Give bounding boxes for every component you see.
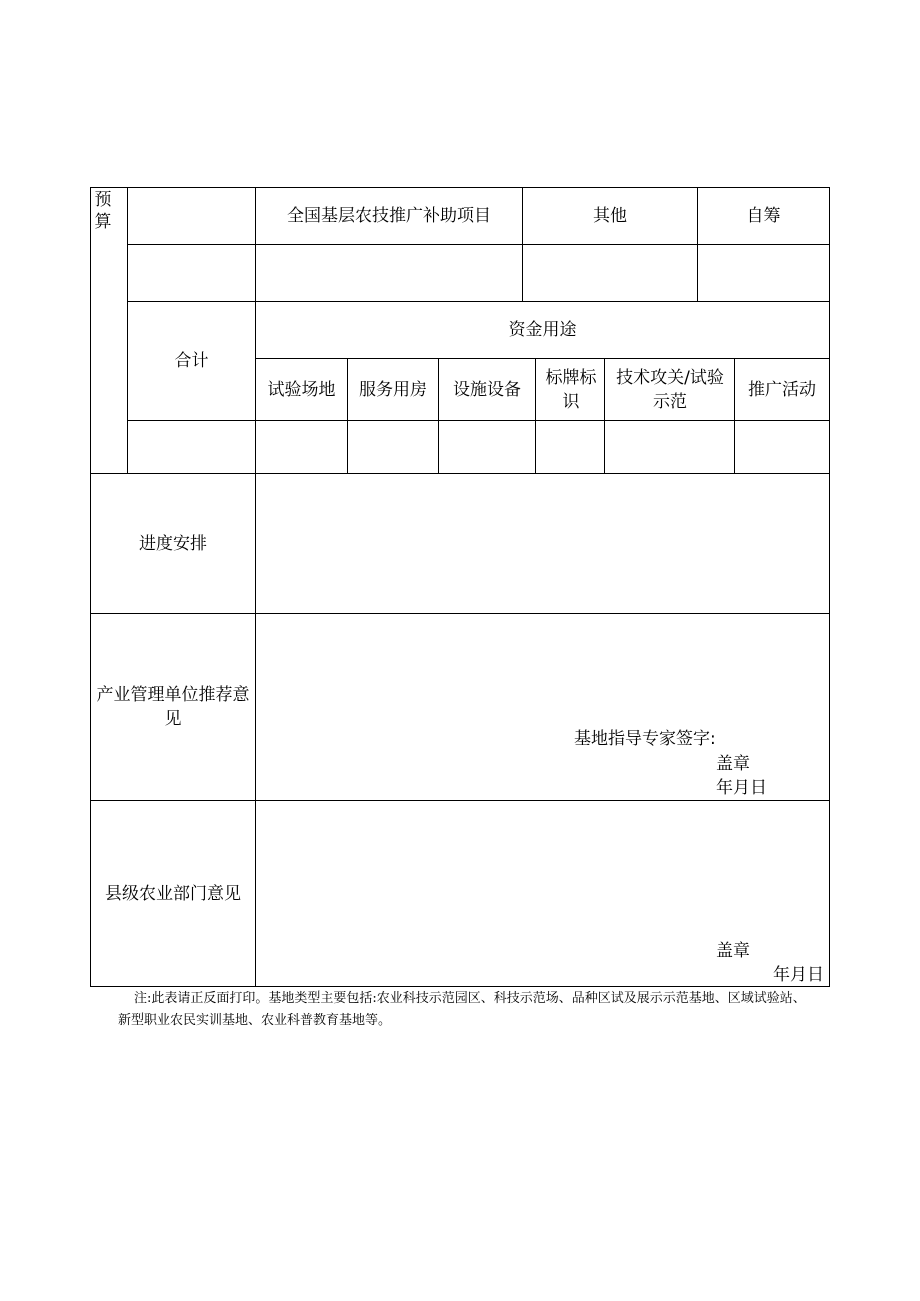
footnote: 注:此表请正反面打印。基地类型主要包括:农业科技示范园区、科技示范场、品种区试及展示示范基地、区域试验站、新型职业农民实训基地、农业科普教育基地等。 (118, 991, 806, 1028)
service-room-amount-input[interactable] (348, 421, 438, 473)
county-seal-label: 盖章 (716, 941, 750, 961)
budget-label: 预算 (94, 190, 112, 232)
funding-source-other: 其他 (593, 206, 627, 226)
application-form-table (90, 187, 830, 987)
county-date-label: 年月日 (773, 965, 824, 985)
fund-use-tech-demo: 技术攻关/试验示范 (616, 367, 724, 412)
county-opinion-label: 县级农业部门意见 (105, 883, 241, 904)
total-label: 合计 (174, 351, 209, 371)
expert-sign-label: 基地指导专家签字: (574, 729, 716, 749)
industry-opinion-label: 产业管理单位推荐意见 (96, 685, 250, 729)
fund-use-equipment: 设施设备 (453, 379, 521, 400)
funding-national-amount-input[interactable] (256, 245, 522, 301)
schedule-label: 进度安排 (139, 533, 207, 554)
promotion-amount-input[interactable] (735, 421, 829, 473)
funding-other-amount-input[interactable] (523, 245, 697, 301)
schedule-input[interactable] (256, 474, 829, 613)
budget-total-amount-input[interactable] (128, 245, 255, 301)
table-border-right (829, 187, 830, 987)
funding-source-national: 全国基层农技推广补助项目 (287, 206, 491, 226)
industry-date-label: 年月日 (716, 778, 767, 798)
signage-amount-input[interactable] (536, 421, 604, 473)
fund-use-service-room: 服务用房 (359, 379, 427, 400)
tech-demo-amount-input[interactable] (605, 421, 734, 473)
fund-use-promotion: 推广活动 (748, 379, 816, 400)
equipment-amount-input[interactable] (439, 421, 535, 473)
funding-source-self: 自筹 (746, 206, 781, 226)
fund-use-trial-site: 试验场地 (267, 379, 336, 400)
fund-use-title: 资金用途 (508, 320, 577, 340)
funding-self-amount-input[interactable] (698, 245, 829, 301)
industry-seal-label: 盖章 (716, 754, 750, 774)
fund-use-signage: 标牌标识 (545, 367, 597, 412)
table-border-bottom (90, 986, 830, 987)
trial-site-amount-input[interactable] (256, 421, 347, 473)
total-amount-input[interactable] (128, 421, 255, 473)
